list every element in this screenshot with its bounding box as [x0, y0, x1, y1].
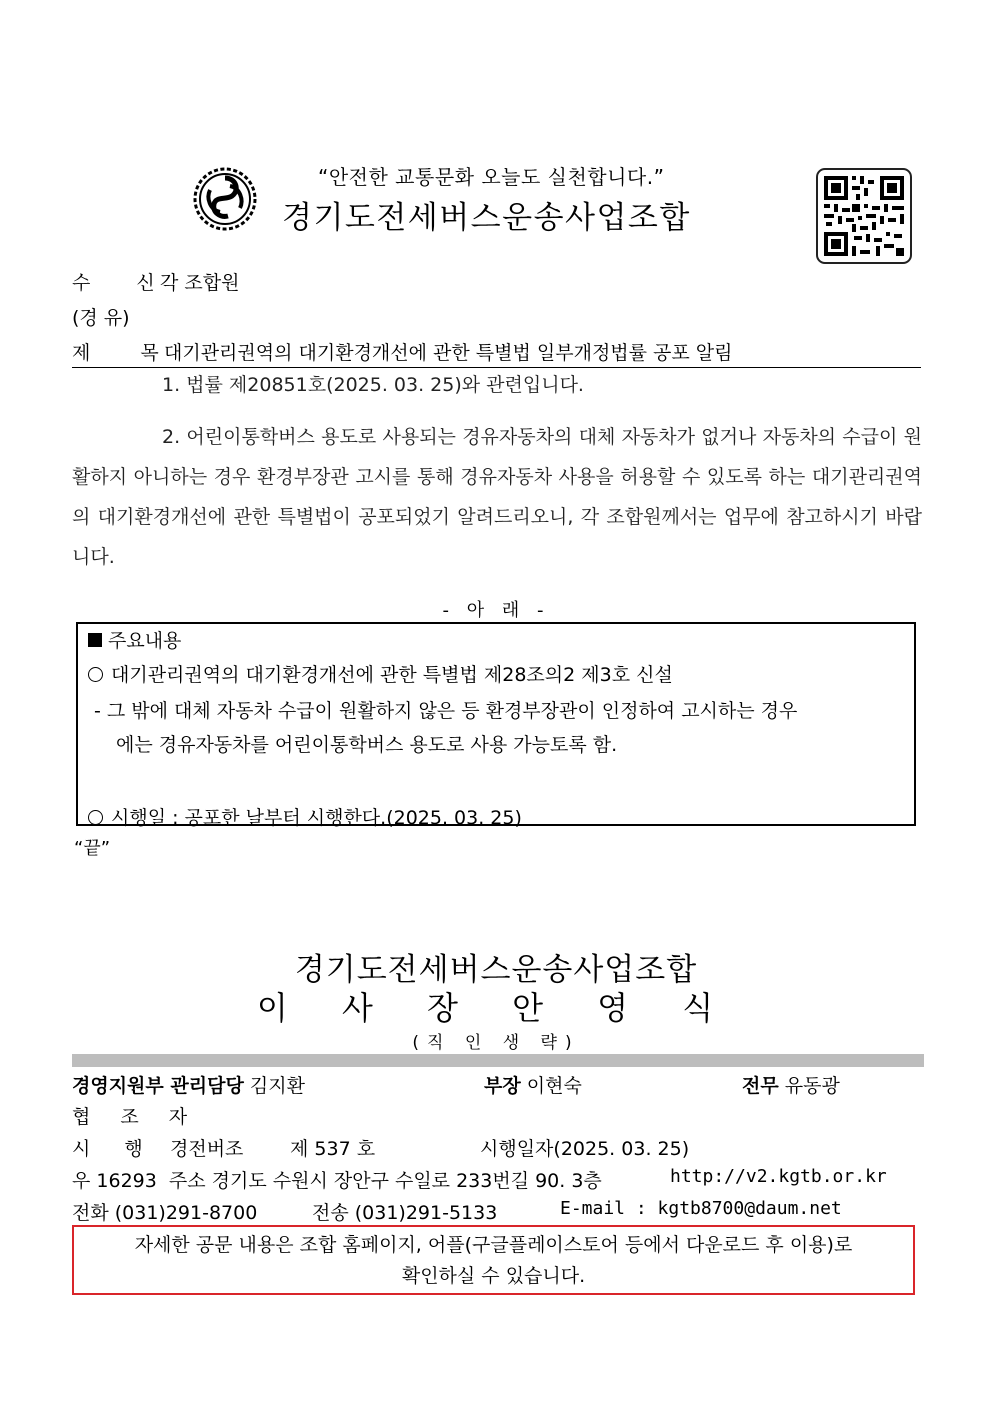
staff-manager [484, 1071, 582, 1098]
subject-value: 대기관리권역의 대기환경개선에 관한 특별법 일부개정법률 공포 알림 [164, 342, 733, 364]
square-bullet-icon [88, 633, 102, 647]
key-content-heading [88, 626, 181, 653]
circle-bullet-icon [88, 667, 103, 682]
end-mark: “끝” [74, 838, 111, 859]
address-row [72, 1166, 922, 1190]
recipient-label: 수 신 [72, 272, 175, 294]
signature-title: 이 사 장 안 영 식 [256, 989, 736, 1027]
via-label: (경 유) [72, 307, 130, 329]
manager-name: 이현숙 [526, 1075, 582, 1097]
director-label: 전무 [742, 1075, 779, 1097]
circle-bullet-icon [88, 810, 103, 825]
heading-text: 주요내용 [108, 630, 182, 652]
staff-director [742, 1071, 840, 1098]
seal-omitted-note: (직 인 생 략) [412, 1033, 580, 1053]
slogan: “안전한 교통문화 오늘도 실천합니다.” [318, 165, 665, 189]
staff-row [72, 1071, 922, 1095]
key-content-item-1 [88, 660, 673, 687]
exec-label: 시 행 [72, 1138, 157, 1160]
recipient-row [72, 268, 239, 295]
execution-row [72, 1134, 922, 1158]
subject-row [72, 338, 921, 368]
website-link[interactable]: http://v2.kgtb.or.kr [670, 1166, 887, 1187]
phone-number: 전화 (031)291-8700 [72, 1202, 258, 1224]
fax-number: 전송 (031)291-5133 [312, 1202, 498, 1224]
key-content-sub-line-1: - 그 밖에 대체 자동차 수급이 원활하지 않은 등 환경부장관이 인정하여 고시하는 경우 [94, 700, 798, 722]
body-paragraph-2: 2. 어린이통학버스 용도로 사용되는 경유자동차의 대체 자동차가 없거나 자동차의 수급이 원활하지 아니하는 경우 환경부장관 고시를 통해 경유자동차 사용을 허용할 수 있도록 하는 대기관리권역의 대기환경개선에 관한 특별법이 공포되었기 알려드리오니, 각 조합원께서는 업무에 참고하시기 바랍니다. [72, 426, 922, 568]
homepage-notice-line-1: 자세한 공문 내용은 조합 홈페이지, 어플(구글플레이스토어 등에서 다운로드 후 이용)로 [134, 1234, 853, 1256]
staff-dept [72, 1071, 305, 1098]
cooperator-label: 협 조 자 [72, 1106, 200, 1128]
staff-dept-label: 경영지원부 관리담당 [72, 1075, 244, 1097]
divider-bar [72, 1054, 924, 1067]
postal-address: 우 16293 주소 경기도 수원시 장안구 수일로 233번길 90. 3층 [72, 1170, 602, 1192]
contact-row [72, 1198, 922, 1222]
item-2-text: 시행일 : 공포한 날부터 시행한다.(2025. 03. 25) [111, 807, 522, 829]
homepage-notice-line-2: 확인하실 수 있습니다. [401, 1265, 586, 1287]
header-org-name: 경기도전세버스운송사업조합 [282, 200, 691, 236]
recipient-value: 각 조합원 [160, 272, 240, 294]
qr-code-icon[interactable] [816, 168, 912, 264]
signature-org: 경기도전세버스운송사업조합 [294, 952, 698, 988]
manager-label: 부장 [484, 1075, 521, 1097]
union-emblem-icon [192, 166, 258, 232]
exec-number: 제 537 호 [290, 1138, 376, 1160]
item-1-text: 대기관리권역의 대기환경개선에 관한 특별법 제28조의2 제3호 신설 [111, 664, 673, 686]
key-content-item-2 [88, 803, 522, 830]
subject-label: 제 목 [72, 342, 181, 364]
notice-title: - 아 래 - [442, 600, 550, 621]
exec-dept: 경전버조 [170, 1138, 244, 1160]
key-content-sub-line-2: 에는 경유자동차를 어린이통학버스 용도로 사용 가능토록 함. [116, 734, 618, 756]
director-name: 유동광 [784, 1075, 840, 1097]
email-link[interactable]: E-mail : kgtb8700@daum.net [560, 1198, 842, 1219]
key-content-box [76, 622, 916, 829]
staff-dept-name: 김지환 [249, 1075, 305, 1097]
homepage-notice-box [72, 1225, 915, 1295]
body-paragraph-1: 1. 법률 제20851호(2025. 03. 25)와 관련입니다. [162, 374, 584, 396]
exec-date: 시행일자(2025. 03. 25) [480, 1138, 690, 1160]
